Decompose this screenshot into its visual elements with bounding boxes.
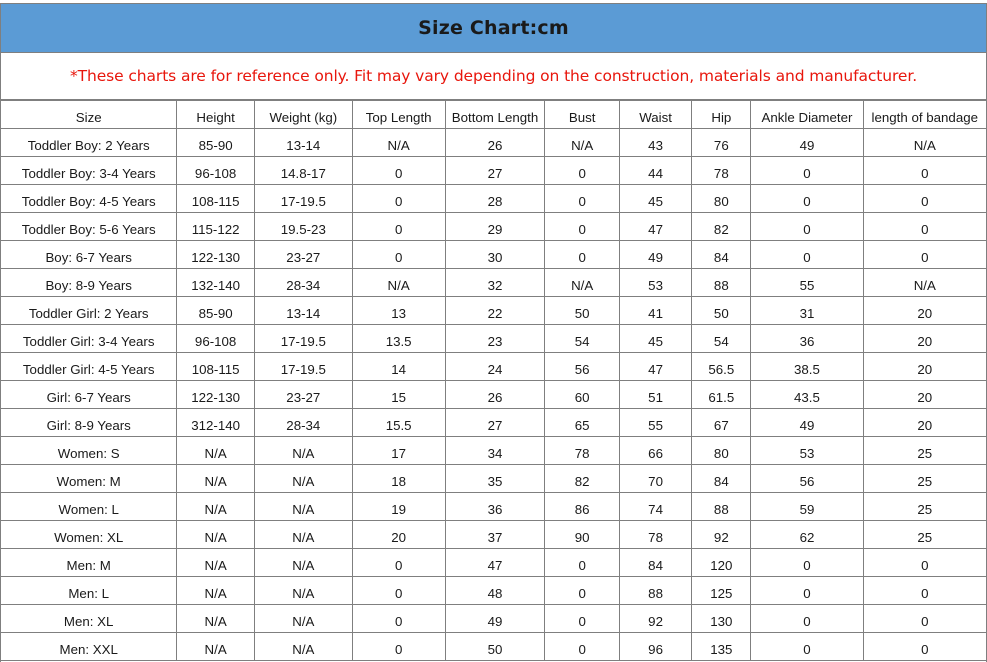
cell-ankle-diameter: 38.5 <box>751 353 863 381</box>
disclaimer-row <box>1 53 986 100</box>
cell-weight: N/A <box>254 493 352 521</box>
cell-height: 96-108 <box>177 157 254 185</box>
cell-bottom-length: 37 <box>445 521 545 549</box>
cell-bust: 0 <box>545 157 619 185</box>
cell-bandage-length: 0 <box>863 157 986 185</box>
cell-hip: 84 <box>692 241 751 269</box>
cell-height: 122-130 <box>177 241 254 269</box>
cell-top-length: 17 <box>352 437 445 465</box>
cell-weight: N/A <box>254 437 352 465</box>
cell-size: Toddler Girl: 3-4 Years <box>1 325 177 353</box>
table-row <box>1 493 987 521</box>
header-bandage-length: length of bandage <box>863 101 986 129</box>
cell-size: Boy: 8-9 Years <box>1 269 177 297</box>
cell-bandage-length: 0 <box>863 241 986 269</box>
cell-weight: 17-19.5 <box>254 185 352 213</box>
header-row <box>1 101 987 129</box>
cell-hip: 135 <box>692 633 751 661</box>
cell-hip: 76 <box>692 129 751 157</box>
cell-bottom-length: 29 <box>445 213 545 241</box>
table-row <box>1 465 987 493</box>
header-weight: Weight (kg) <box>254 101 352 129</box>
cell-height: 115-122 <box>177 213 254 241</box>
cell-weight: 19.5-23 <box>254 213 352 241</box>
table-row <box>1 353 987 381</box>
cell-waist: 78 <box>619 521 691 549</box>
cell-bandage-length: N/A <box>863 269 986 297</box>
cell-top-length: N/A <box>352 269 445 297</box>
cell-bust: 56 <box>545 353 619 381</box>
cell-weight: N/A <box>254 577 352 605</box>
title-banner <box>1 3 986 53</box>
cell-height: N/A <box>177 465 254 493</box>
cell-bottom-length: 35 <box>445 465 545 493</box>
cell-bandage-length: 25 <box>863 493 986 521</box>
cell-weight: 13-14 <box>254 297 352 325</box>
cell-ankle-diameter: 43.5 <box>751 381 863 409</box>
cell-ankle-diameter: 0 <box>751 577 863 605</box>
cell-waist: 55 <box>619 409 691 437</box>
cell-bandage-length: 25 <box>863 465 986 493</box>
cell-top-length: 0 <box>352 213 445 241</box>
cell-ankle-diameter: 59 <box>751 493 863 521</box>
cell-bandage-length: 0 <box>863 185 986 213</box>
cell-waist: 47 <box>619 353 691 381</box>
cell-hip: 82 <box>692 213 751 241</box>
cell-size: Girl: 6-7 Years <box>1 381 177 409</box>
cell-hip: 54 <box>692 325 751 353</box>
cell-top-length: 0 <box>352 633 445 661</box>
cell-waist: 43 <box>619 129 691 157</box>
cell-bust: 0 <box>545 213 619 241</box>
cell-waist: 44 <box>619 157 691 185</box>
cell-waist: 88 <box>619 577 691 605</box>
table-row <box>1 577 987 605</box>
cell-bottom-length: 36 <box>445 493 545 521</box>
cell-bandage-length: 20 <box>863 297 986 325</box>
cell-bust: 54 <box>545 325 619 353</box>
cell-hip: 88 <box>692 269 751 297</box>
cell-top-length: N/A <box>352 129 445 157</box>
cell-ankle-diameter: 0 <box>751 241 863 269</box>
cell-bust: 86 <box>545 493 619 521</box>
cell-waist: 47 <box>619 213 691 241</box>
cell-hip: 67 <box>692 409 751 437</box>
cell-hip: 84 <box>692 465 751 493</box>
header-waist: Waist <box>619 101 691 129</box>
cell-weight: N/A <box>254 549 352 577</box>
cell-waist: 70 <box>619 465 691 493</box>
table-row <box>1 129 987 157</box>
cell-ankle-diameter: 56 <box>751 465 863 493</box>
cell-bandage-length: 0 <box>863 605 986 633</box>
cell-size: Women: L <box>1 493 177 521</box>
cell-ankle-diameter: 0 <box>751 157 863 185</box>
cell-size: Women: S <box>1 437 177 465</box>
table-row <box>1 269 987 297</box>
cell-height: N/A <box>177 549 254 577</box>
cell-height: N/A <box>177 493 254 521</box>
table-row <box>1 157 987 185</box>
cell-bottom-length: 30 <box>445 241 545 269</box>
cell-weight: N/A <box>254 633 352 661</box>
cell-bust: 0 <box>545 549 619 577</box>
cell-waist: 45 <box>619 325 691 353</box>
cell-bandage-length: 0 <box>863 633 986 661</box>
cell-bust: 0 <box>545 633 619 661</box>
table-row <box>1 381 987 409</box>
cell-height: 108-115 <box>177 185 254 213</box>
cell-weight: 23-27 <box>254 381 352 409</box>
cell-ankle-diameter: 62 <box>751 521 863 549</box>
cell-height: 122-130 <box>177 381 254 409</box>
cell-hip: 130 <box>692 605 751 633</box>
cell-bandage-length: 25 <box>863 521 986 549</box>
cell-size: Women: M <box>1 465 177 493</box>
cell-bottom-length: 26 <box>445 381 545 409</box>
table-row <box>1 213 987 241</box>
cell-weight: N/A <box>254 605 352 633</box>
cell-bottom-length: 34 <box>445 437 545 465</box>
cell-height: N/A <box>177 577 254 605</box>
cell-bandage-length: N/A <box>863 129 986 157</box>
cell-size: Men: M <box>1 549 177 577</box>
cell-bottom-length: 28 <box>445 185 545 213</box>
cell-height: N/A <box>177 633 254 661</box>
cell-size: Toddler Boy: 5-6 Years <box>1 213 177 241</box>
cell-bust: 50 <box>545 297 619 325</box>
table-row <box>1 633 987 661</box>
cell-top-length: 13.5 <box>352 325 445 353</box>
cell-waist: 51 <box>619 381 691 409</box>
cell-bottom-length: 32 <box>445 269 545 297</box>
header-ankle-diameter: Ankle Diameter <box>751 101 863 129</box>
cell-bust: 90 <box>545 521 619 549</box>
cell-top-length: 15 <box>352 381 445 409</box>
cell-bottom-length: 26 <box>445 129 545 157</box>
cell-bandage-length: 20 <box>863 325 986 353</box>
cell-hip: 125 <box>692 577 751 605</box>
cell-height: N/A <box>177 521 254 549</box>
cell-bandage-length: 0 <box>863 577 986 605</box>
cell-waist: 66 <box>619 437 691 465</box>
table-row <box>1 409 987 437</box>
cell-bottom-length: 50 <box>445 633 545 661</box>
header-hip: Hip <box>692 101 751 129</box>
cell-ankle-diameter: 0 <box>751 185 863 213</box>
cell-bust: N/A <box>545 269 619 297</box>
cell-size: Girl: 8-9 Years <box>1 409 177 437</box>
header-top-length: Top Length <box>352 101 445 129</box>
table-row <box>1 521 987 549</box>
cell-height: N/A <box>177 605 254 633</box>
cell-bottom-length: 48 <box>445 577 545 605</box>
cell-hip: 50 <box>692 297 751 325</box>
cell-size: Toddler Boy: 3-4 Years <box>1 157 177 185</box>
cell-weight: 17-19.5 <box>254 353 352 381</box>
cell-size: Boy: 6-7 Years <box>1 241 177 269</box>
chart-title: Size Chart:cm <box>418 17 569 39</box>
header-height: Height <box>177 101 254 129</box>
cell-waist: 49 <box>619 241 691 269</box>
cell-hip: 56.5 <box>692 353 751 381</box>
cell-hip: 80 <box>692 185 751 213</box>
cell-bust: 65 <box>545 409 619 437</box>
cell-hip: 61.5 <box>692 381 751 409</box>
cell-weight: 14.8-17 <box>254 157 352 185</box>
cell-height: 108-115 <box>177 353 254 381</box>
cell-weight: 23-27 <box>254 241 352 269</box>
cell-bust: N/A <box>545 129 619 157</box>
cell-top-length: 0 <box>352 549 445 577</box>
cell-top-length: 19 <box>352 493 445 521</box>
cell-bust: 82 <box>545 465 619 493</box>
cell-top-length: 18 <box>352 465 445 493</box>
cell-size: Toddler Girl: 2 Years <box>1 297 177 325</box>
header-bust: Bust <box>545 101 619 129</box>
cell-weight: 28-34 <box>254 269 352 297</box>
cell-bandage-length: 0 <box>863 549 986 577</box>
table-body <box>1 129 987 661</box>
cell-size: Men: XL <box>1 605 177 633</box>
size-chart-table <box>0 100 987 661</box>
cell-height: 85-90 <box>177 129 254 157</box>
cell-top-length: 0 <box>352 185 445 213</box>
cell-ankle-diameter: 36 <box>751 325 863 353</box>
cell-top-length: 0 <box>352 605 445 633</box>
cell-hip: 88 <box>692 493 751 521</box>
cell-height: 132-140 <box>177 269 254 297</box>
cell-ankle-diameter: 0 <box>751 633 863 661</box>
cell-bust: 0 <box>545 577 619 605</box>
cell-bottom-length: 49 <box>445 605 545 633</box>
cell-weight: 28-34 <box>254 409 352 437</box>
cell-waist: 84 <box>619 549 691 577</box>
table-row <box>1 605 987 633</box>
table-row <box>1 297 987 325</box>
cell-top-length: 15.5 <box>352 409 445 437</box>
disclaimer-text: *These charts are for reference only. Fit may vary depending on the construction, materials and manufacturer. <box>69 67 918 85</box>
cell-ankle-diameter: 49 <box>751 129 863 157</box>
cell-waist: 96 <box>619 633 691 661</box>
table-row <box>1 241 987 269</box>
cell-height: 96-108 <box>177 325 254 353</box>
cell-size: Men: XXL <box>1 633 177 661</box>
cell-height: N/A <box>177 437 254 465</box>
cell-waist: 45 <box>619 185 691 213</box>
cell-top-length: 0 <box>352 241 445 269</box>
cell-weight: N/A <box>254 465 352 493</box>
cell-size: Toddler Boy: 2 Years <box>1 129 177 157</box>
cell-bandage-length: 25 <box>863 437 986 465</box>
cell-weight: 13-14 <box>254 129 352 157</box>
cell-top-length: 0 <box>352 157 445 185</box>
cell-weight: 17-19.5 <box>254 325 352 353</box>
cell-ankle-diameter: 0 <box>751 549 863 577</box>
cell-bottom-length: 22 <box>445 297 545 325</box>
cell-waist: 74 <box>619 493 691 521</box>
cell-bust: 60 <box>545 381 619 409</box>
cell-bandage-length: 20 <box>863 353 986 381</box>
cell-bottom-length: 47 <box>445 549 545 577</box>
cell-ankle-diameter: 55 <box>751 269 863 297</box>
cell-hip: 120 <box>692 549 751 577</box>
cell-hip: 80 <box>692 437 751 465</box>
cell-bottom-length: 27 <box>445 157 545 185</box>
cell-bandage-length: 0 <box>863 213 986 241</box>
cell-bottom-length: 23 <box>445 325 545 353</box>
cell-bust: 78 <box>545 437 619 465</box>
cell-bottom-length: 27 <box>445 409 545 437</box>
cell-size: Toddler Boy: 4-5 Years <box>1 185 177 213</box>
header-bottom-length: Bottom Length <box>445 101 545 129</box>
cell-ankle-diameter: 0 <box>751 213 863 241</box>
cell-size: Men: L <box>1 577 177 605</box>
cell-top-length: 14 <box>352 353 445 381</box>
cell-ankle-diameter: 49 <box>751 409 863 437</box>
header-size: Size <box>1 101 177 129</box>
table-row <box>1 325 987 353</box>
cell-hip: 78 <box>692 157 751 185</box>
cell-bust: 0 <box>545 241 619 269</box>
cell-ankle-diameter: 31 <box>751 297 863 325</box>
table-row <box>1 437 987 465</box>
cell-ankle-diameter: 53 <box>751 437 863 465</box>
cell-waist: 41 <box>619 297 691 325</box>
cell-weight: N/A <box>254 521 352 549</box>
cell-bandage-length: 20 <box>863 409 986 437</box>
cell-bottom-length: 24 <box>445 353 545 381</box>
cell-bust: 0 <box>545 605 619 633</box>
cell-top-length: 20 <box>352 521 445 549</box>
table-row <box>1 185 987 213</box>
cell-top-length: 0 <box>352 577 445 605</box>
cell-bandage-length: 20 <box>863 381 986 409</box>
cell-size: Toddler Girl: 4-5 Years <box>1 353 177 381</box>
cell-waist: 92 <box>619 605 691 633</box>
cell-bust: 0 <box>545 185 619 213</box>
cell-hip: 92 <box>692 521 751 549</box>
cell-height: 312-140 <box>177 409 254 437</box>
cell-waist: 53 <box>619 269 691 297</box>
cell-top-length: 13 <box>352 297 445 325</box>
table-row <box>1 549 987 577</box>
cell-ankle-diameter: 0 <box>751 605 863 633</box>
cell-height: 85-90 <box>177 297 254 325</box>
cell-size: Women: XL <box>1 521 177 549</box>
